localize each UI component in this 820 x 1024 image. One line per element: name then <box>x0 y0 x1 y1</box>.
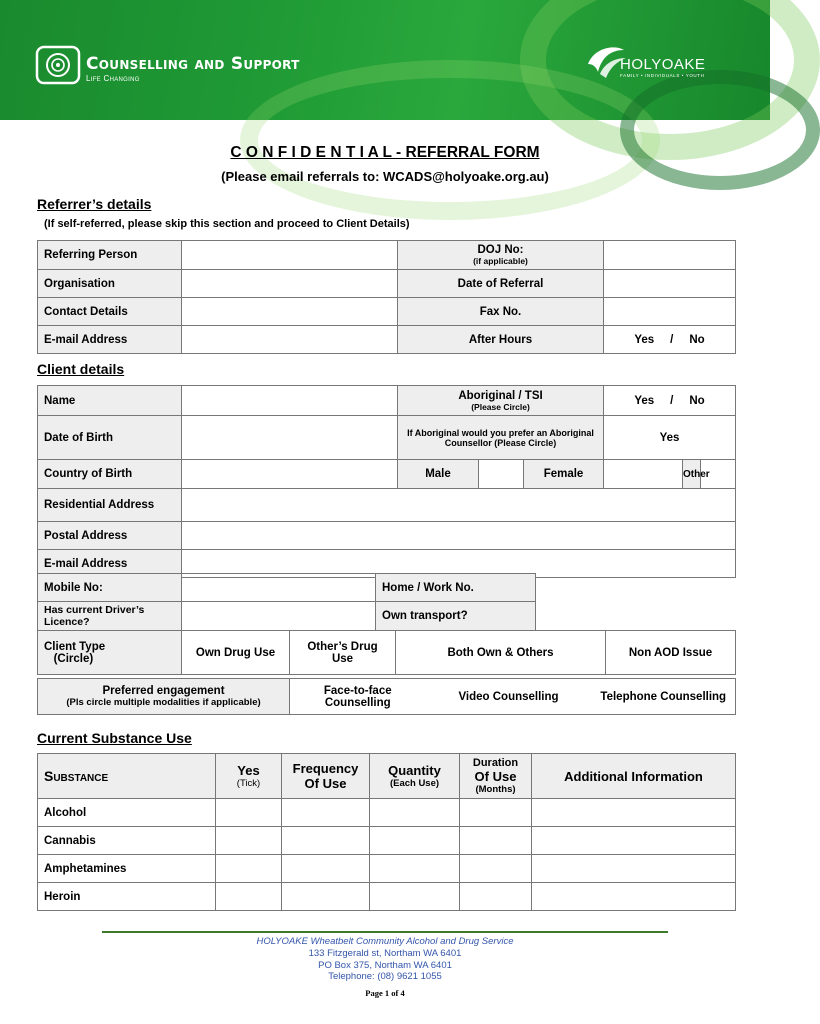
substance-cell[interactable] <box>532 799 736 827</box>
referrer-email-field[interactable] <box>182 326 398 354</box>
footer-service: HOLYOAKE Wheatbelt Community Alcohol and Drug Service <box>256 936 514 947</box>
referrer-note: (If self-referred, please skip this section and proceed to Client Details) <box>44 218 410 230</box>
face-to-face-option[interactable]: Face-to-face Counselling <box>290 679 426 715</box>
referrer-heading: Referrer’s details <box>37 196 152 212</box>
country-of-birth-label: Country of Birth <box>38 460 182 489</box>
substance-table <box>37 753 736 911</box>
own-transport-label: Own transport? <box>376 602 536 631</box>
non-aod-option[interactable]: Non AOD Issue <box>606 631 736 675</box>
postal-address-label: Postal Address <box>38 522 182 550</box>
home-work-field[interactable] <box>536 574 736 602</box>
client-contact-table <box>37 573 736 631</box>
postal-address-field[interactable] <box>182 522 736 550</box>
others-drug-use-option[interactable]: Other’s Drug Use <box>290 631 396 675</box>
substance-cell[interactable] <box>460 799 532 827</box>
substance-cell[interactable] <box>370 827 460 855</box>
partner-tagline: FAMILY • INDIVIDUALS • YOUTH <box>620 73 705 78</box>
form-subtitle: (Please email referrals to: WCADS@holyoake.org.au) <box>221 169 549 184</box>
dob-label: Date of Birth <box>38 416 182 460</box>
drivers-licence-field[interactable] <box>182 602 376 631</box>
video-option[interactable]: Video Counselling <box>426 679 592 715</box>
page-number: Page 1 of 4 <box>365 988 405 998</box>
header-banner <box>0 0 770 120</box>
fax-no-label: Fax No. <box>398 298 604 326</box>
dob-field[interactable] <box>182 416 398 460</box>
substance-row-label: Alcohol <box>38 799 216 827</box>
substance-row-label: Heroin <box>38 883 216 911</box>
footer-po-box: PO Box 375, Northam WA 6401 <box>318 960 452 971</box>
referrer-table <box>37 240 736 354</box>
substance-cell[interactable] <box>370 883 460 911</box>
col-substance: Substance <box>38 754 216 799</box>
both-own-others-option[interactable]: Both Own & Others <box>396 631 606 675</box>
own-transport-field[interactable] <box>536 602 736 631</box>
own-drug-use-option[interactable]: Own Drug Use <box>182 631 290 675</box>
substance-cell[interactable] <box>282 799 370 827</box>
referrer-email-label: E-mail Address <box>38 326 182 354</box>
client-heading: Client details <box>37 361 125 377</box>
aboriginal-counsellor-yes[interactable]: Yes <box>604 416 736 460</box>
aboriginal-yes-no[interactable]: Yes / No <box>604 386 736 416</box>
after-hours-yes-no[interactable]: Yes / No <box>604 326 736 354</box>
org-tagline: Life Changing <box>86 74 140 83</box>
substance-cell[interactable] <box>370 799 460 827</box>
substance-cell[interactable] <box>216 799 282 827</box>
substance-cell[interactable] <box>460 855 532 883</box>
substance-cell[interactable] <box>282 883 370 911</box>
footer-divider <box>102 931 668 933</box>
male-label: Male <box>398 460 479 489</box>
home-work-label: Home / Work No. <box>376 574 536 602</box>
contact-details-field[interactable] <box>182 298 398 326</box>
after-hours-label: After Hours <box>398 326 604 354</box>
client-name-field[interactable] <box>182 386 398 416</box>
substance-row-label: Cannabis <box>38 827 216 855</box>
partner-name: HOLYOAKE <box>620 56 706 73</box>
col-quantity: Quantity (Each Use) <box>370 754 460 799</box>
referring-person-label: Referring Person <box>38 241 182 270</box>
female-label: Female <box>524 460 604 489</box>
substance-cell[interactable] <box>216 827 282 855</box>
date-of-referral-label: Date of Referral <box>398 270 604 298</box>
organisation-label: Organisation <box>38 270 182 298</box>
form-title: C O N F I D E N T I A L - REFERRAL FORM <box>230 144 540 161</box>
preferred-engagement-label: Preferred engagement (Pls circle multiple modalities if applicable) <box>38 679 290 715</box>
footer-telephone: Telephone: (08) 9621 1055 <box>328 971 442 982</box>
client-name-label: Name <box>38 386 182 416</box>
substance-cell[interactable] <box>216 855 282 883</box>
substance-cell[interactable] <box>460 827 532 855</box>
substance-cell[interactable] <box>532 827 736 855</box>
client-type-table <box>37 630 736 675</box>
banner-swirl <box>240 60 660 220</box>
substance-cell[interactable] <box>282 855 370 883</box>
col-duration: Duration Of Use (Months) <box>460 754 532 799</box>
org-name: Counselling and Support <box>86 54 300 74</box>
substance-heading: Current Substance Use <box>37 730 192 746</box>
col-frequency: Frequency Of Use <box>282 754 370 799</box>
doj-no-label: DOJ No: (if applicable) <box>398 241 604 270</box>
substance-cell[interactable] <box>216 883 282 911</box>
referring-person-field[interactable] <box>182 241 398 270</box>
counselling-logo-icon <box>36 46 80 84</box>
substance-cell[interactable] <box>532 883 736 911</box>
organisation-field[interactable] <box>182 270 398 298</box>
mobile-label: Mobile No: <box>38 574 182 602</box>
female-checkbox[interactable] <box>604 460 683 489</box>
aboriginal-tsi-label: Aboriginal / TSI (Please Circle) <box>398 386 604 416</box>
contact-details-label: Contact Details <box>38 298 182 326</box>
client-email-label: E-mail Address <box>38 550 182 578</box>
client-type-label: Client Type (Circle) <box>38 631 182 675</box>
footer-address: 133 Fitzgerald st, Northam WA 6401 <box>308 948 462 959</box>
date-of-referral-field[interactable] <box>604 270 736 298</box>
aboriginal-counsellor-label: If Aboriginal would you prefer an Aboriginal Counsellor (Please Circle) <box>398 416 604 460</box>
substance-cell[interactable] <box>532 855 736 883</box>
drivers-licence-label: Has current Driver’s Licence? <box>38 602 182 631</box>
substance-row-label: Amphetamines <box>38 855 216 883</box>
preferred-engagement-table <box>37 678 736 715</box>
fax-no-field[interactable] <box>604 298 736 326</box>
substance-cell[interactable] <box>370 855 460 883</box>
residential-address-label: Residential Address <box>38 489 182 522</box>
mobile-field[interactable] <box>182 574 376 602</box>
col-yes: Yes (Tick) <box>216 754 282 799</box>
telephone-option[interactable]: Telephone Counselling <box>592 679 736 715</box>
residential-address-field[interactable] <box>182 489 736 522</box>
col-additional: Additional Information <box>532 754 736 799</box>
doj-no-field[interactable] <box>604 241 736 270</box>
male-checkbox[interactable] <box>479 460 524 489</box>
substance-cell[interactable] <box>282 827 370 855</box>
other-label: Other <box>683 460 701 489</box>
country-of-birth-field[interactable] <box>182 460 398 489</box>
client-table <box>37 385 736 578</box>
substance-cell[interactable] <box>460 883 532 911</box>
